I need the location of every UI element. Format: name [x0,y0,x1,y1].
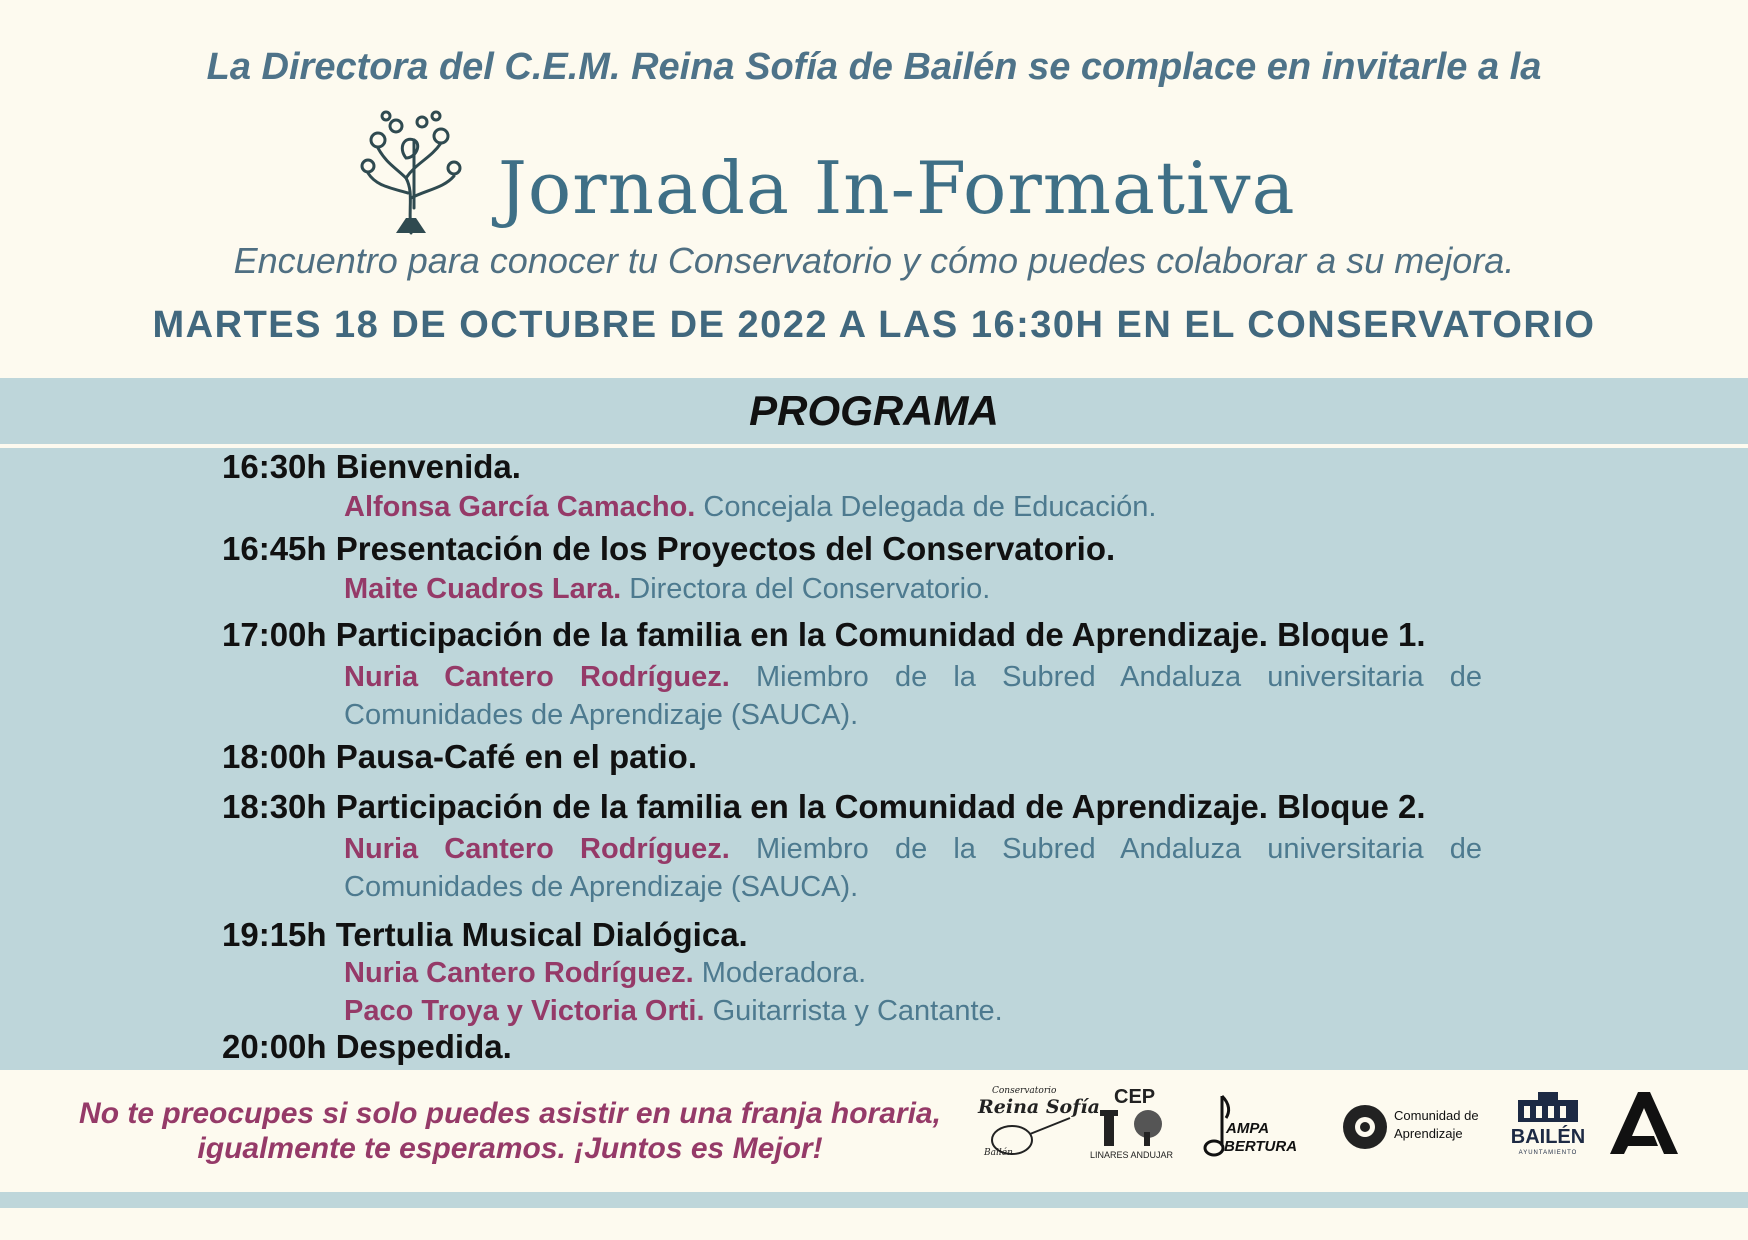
bailen-name: BAILÉN [1510,1126,1586,1148]
comunidad-line-1: Comunidad de [1394,1108,1479,1123]
item-title: 18:30h Participación de la familia en la Comunidad de Aprendizaje. Bloque 2. [222,788,1426,825]
cep-title: CEP [1114,1086,1156,1108]
speaker [344,658,1482,734]
program-item [222,788,1482,906]
junta-a-icon [1608,1088,1680,1158]
speaker [344,992,1482,1030]
reina-sofia-name: Reina Sofía [978,1096,1100,1118]
item-title: 17:00h Participación de la familia en la Comunidad de Aprendizaje. Bloque 1. [222,616,1426,653]
ampa-line-1: AMPA [1226,1120,1270,1137]
speaker [344,570,1482,608]
event-title: Jornada In-Formativa [498,146,1296,230]
speaker-role: Moderadora. [701,957,867,989]
title-row [356,108,1296,238]
cep-logo [1090,1086,1184,1162]
ampa-logo [1202,1092,1310,1162]
program-item [222,616,1482,734]
item-title: 16:30h Bienvenida. [222,448,521,485]
footer-line-1: No te preocupes si solo puedes asistir en una franja horaria, [79,1097,941,1130]
speaker-name: Maite Cuadros Lara. [344,573,622,605]
speaker-name: Paco Troya y Victoria Orti. [344,995,705,1027]
item-title: 20:00h Despedida. [222,1028,512,1065]
speaker-name: Alfonsa García Camacho. [344,491,696,523]
intro-line: La Directora del C.E.M. Reina Sofía de Bailén se complace en invitarle a la [206,46,1542,88]
comunidad-line-2: Aprendizaje [1394,1126,1463,1141]
speaker-role: Concejala Delegada de Educación. [703,491,1157,523]
tower-tree-icon [1096,1108,1180,1148]
speaker [344,954,1482,992]
cep-sub: LINARES ANDUJAR [1090,1150,1174,1160]
comunidad-logo [1340,1102,1480,1152]
program-item [222,916,1482,1030]
program-item [222,1028,1482,1066]
bottom-band [0,1192,1748,1208]
speaker-name: Nuria Cantero Rodríguez. [344,957,694,989]
item-title: 18:00h Pausa-Café en el patio. [222,738,698,775]
program-item [222,530,1482,608]
footer-line-2: igualmente te esperamos. ¡Juntos es Mejor! [197,1132,823,1165]
event-date: MARTES 18 DE OCTUBRE DE 2022 A LAS 16:30H EN EL CONSERVATORIO [152,304,1596,346]
reina-sofia-bottom: Bailén [984,1148,1013,1158]
footer-message [40,1096,980,1166]
speaker-name: Nuria Cantero Rodríguez. [344,833,730,865]
community-circle-icon [1340,1102,1390,1152]
program-header-band [0,378,1748,444]
speaker-role: Miembro de la Subred Andaluza universitaria de Comunidades de Aprendizaje (SAUCA). [344,833,1482,903]
event-subtitle: Encuentro para conocer tu Conservatorio y cómo puedes colaborar a su mejora. [233,240,1515,281]
reina-sofia-logo [970,1082,1100,1162]
bailen-sub: AYUNTAMIENTO [1518,1150,1578,1156]
item-title: 16:45h Presentación de los Proyectos del Conservatorio. [222,530,1116,567]
ampa-line-2: BERTURA [1224,1138,1298,1155]
speaker-role: Directora del Conservatorio. [629,573,991,605]
speaker-role: Miembro de la Subred Andaluza universitaria de Comunidades de Aprendizaje (SAUCA). [344,661,1482,731]
speaker-name: Nuria Cantero Rodríguez. [344,661,730,693]
townhall-icon [1514,1090,1582,1124]
reina-sofia-top: Conservatorio [992,1086,1057,1096]
bailen-logo [1506,1090,1590,1160]
junta-andalucia-logo [1608,1088,1680,1158]
music-tree-icon [356,108,466,238]
item-title: 19:15h Tertulia Musical Dialógica. [222,916,748,953]
program-item [222,738,1482,776]
speaker [344,830,1482,906]
program-heading: PROGRAMA [749,387,999,434]
speaker [344,488,1482,526]
speaker-role: Guitarrista y Cantante. [712,995,1003,1027]
program-item [222,448,1482,526]
